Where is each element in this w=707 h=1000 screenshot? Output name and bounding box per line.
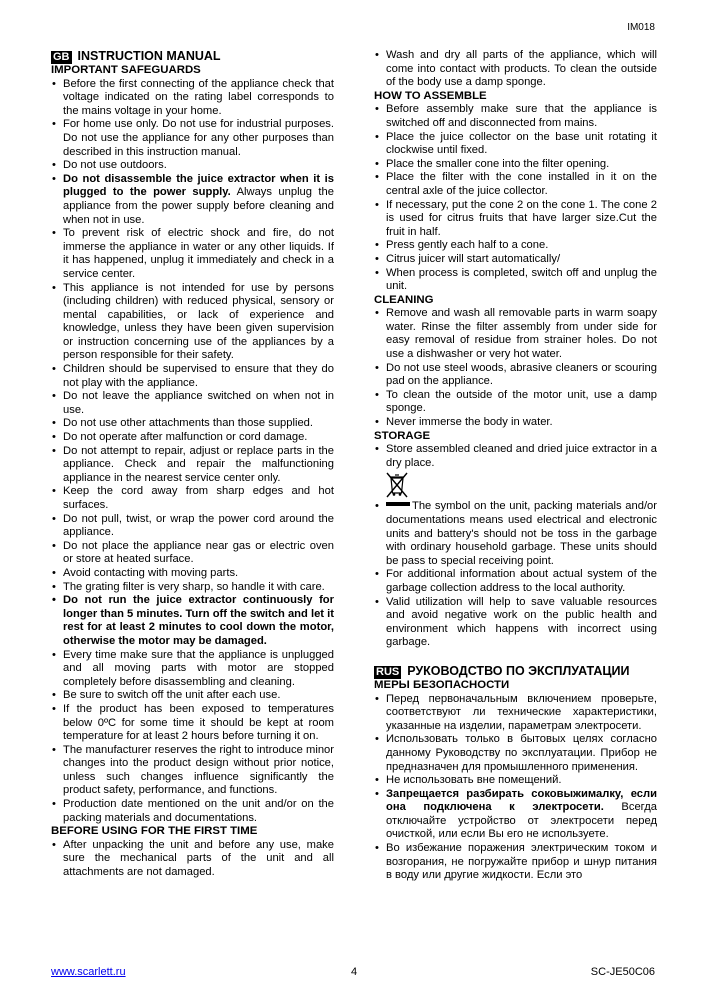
list-item: • The grating filter is very sharp, so handle it with care. (51, 581, 334, 595)
manual-title: INSTRUCTION MANUAL (77, 49, 221, 63)
list-item: • For additional information about actual system of the garbage collection address to the local authority. (374, 568, 657, 595)
page-number: 4 (351, 966, 358, 978)
list-item: • Do not pull, twist, or wrap the power cord around the appliance. (51, 513, 334, 540)
assemble-heading: HOW TO ASSEMBLE (374, 89, 487, 102)
list-item: • Do not operate after malfunction or cord damage. (51, 431, 334, 445)
list-item: • After unpacking the unit and before any use, make sure the mechanical parts of the unit and all attachments are not damaged. (51, 839, 334, 880)
list-item (51, 173, 334, 227)
rus-safety-heading: МЕРЫ БЕЗОПАСНОСТИ (374, 678, 510, 691)
list-item: • When process is completed, switch off and unplug the unit. (374, 267, 657, 294)
list-item: • Press gently each half to a cone. (374, 239, 657, 253)
manual-title-row (51, 49, 334, 64)
cleaning-heading: CLEANING (374, 293, 434, 306)
list-item: • To prevent risk of electric shock and fire, do not immerse the appliance in water or any other liquids. If it has happened, unplug it immediately and check in a service center. (51, 227, 334, 281)
list-item: • Valid utilization will help to save valuable resources and avoid negative work on the public health and environment which happens with incorrect using garbage. (374, 596, 657, 650)
weee-bar-icon (386, 502, 410, 506)
list-item: • Wash and dry all parts of the appliance, which will come into contact with products. To clean the outside of the body use a damp sponge. (374, 49, 657, 90)
assemble-list (374, 103, 657, 293)
list-item: • If necessary, put the cone 2 on the cone 1. The cone 2 is used for citrus fruits that have larger size.Cut the fruit in half. (374, 199, 657, 240)
list-item: • Do not attempt to repair, adjust or replace parts in the appliance. Check and repair the malfunctioning appliance in the nearest service center only. (51, 445, 334, 486)
list-item: • Store assembled cleaned and dried juice extractor in a dry place. (374, 443, 657, 470)
list-item: • Citrus juicer will start automatically/ (374, 253, 657, 267)
list-item: • Before assembly make sure that the appliance is switched off and disconnected from mains. (374, 103, 657, 130)
disposal-list (374, 500, 657, 650)
list-item: • Do not use other attachments than those supplied. (51, 417, 334, 431)
list-item: • Do not use steel woods, abrasive cleaners or scouring pad on the appliance. (374, 362, 657, 389)
left-column (51, 49, 334, 880)
list-item-text: Always unplug the appliance from the power supply before cleaning and when not in use. (63, 186, 334, 226)
warning-text: Do not disassemble the juice extractor when it is plugged to the power supply. (63, 172, 334, 199)
page-footer (51, 966, 655, 980)
list-item: • This appliance is not intended for use by persons (including children) with reduced physical, sensory or mental capabilities, or lack of experience and knowledge, unless they have been given supervision or instruction concerning use of the appliances by a person responsible for their safety. (51, 282, 334, 364)
list-item: • Keep the cord away from sharp edges and hot surfaces. (51, 485, 334, 512)
list-item-text: Всегда отключайте устройство от электросети перед очисткой, или если Вы его не используете. (386, 801, 658, 841)
crossed-bin-icon (386, 472, 408, 498)
list-item: • Children should be supervised to ensure that they do not play with the appliance. (51, 363, 334, 390)
list-item-text: The symbol on the unit, packing materials and/or documentations means used electrical and electronic units and battery's should not be toss in the garbage with ordinary household garbage. These units should be pass to special receiving point. (386, 500, 657, 567)
document-code: IM018 (627, 22, 655, 33)
list-item: • Before the first connecting of the appliance check that voltage indicated on the rating label corresponds to the mains voltage in your home. (51, 78, 334, 119)
warning-text: Запрещается разбирать соковыжималку, если она подключена к электросети. (386, 787, 657, 814)
rus-manual-title: РУКОВОДСТВО ПО ЭКСПЛУАТАЦИИ (407, 663, 630, 678)
list-item: • Place the filter with the cone installed in it on the central axle of the juice collector. (374, 171, 657, 198)
right-column (374, 49, 657, 883)
first-time-heading: BEFORE USING FOR THE FIRST TIME (51, 825, 258, 838)
russian-section (374, 664, 657, 883)
first-time-list (51, 839, 334, 880)
list-item: • To clean the outside of the motor unit, use a damp sponge. (374, 389, 657, 416)
first-time-list-continued (374, 49, 657, 90)
list-item: • Do not use outdoors. (51, 159, 334, 173)
list-item: • For home use only. Do not use for industrial purposes. Do not use the appliance for any other purposes than described in this instruction manual. (51, 118, 334, 159)
lang-badge-gb: GB (53, 51, 70, 63)
list-item: • If the product has been exposed to temperatures below 0ºC for some time it should be kept at room temperature for at least 2 hours before turning it on. (51, 703, 334, 744)
list-item: • Production date mentioned on the unit and/or on the packing materials and documentations. (51, 798, 334, 825)
list-item: • Avoid contacting with moving parts. (51, 567, 334, 581)
list-item: • Place the juice collector on the base unit rotating it clockwise until fixed. (374, 131, 657, 158)
storage-heading: STORAGE (374, 429, 431, 442)
safeguards-heading: IMPORTANT SAFEGUARDS (51, 64, 201, 76)
website-link[interactable]: www.scarlett.ru (51, 966, 126, 978)
list-item: • Place the smaller cone into the filter opening. (374, 158, 657, 172)
list-item: • Be sure to switch off the unit after each use. (51, 689, 334, 703)
list-item: • Never immerse the body in water. (374, 416, 657, 430)
model-number: SC-JE50C06 (590, 966, 655, 978)
list-item (374, 500, 657, 568)
list-item: • Do not place the appliance near gas or electric oven or store at heated surface. (51, 540, 334, 567)
list-item: • Do not leave the appliance switched on when not in use. (51, 390, 334, 417)
list-item: • Использовать только в бытовых целях согласно данному Руководству по эксплуатации. Прибор не предназначен для промышленного применения. (374, 733, 657, 774)
storage-list (374, 443, 657, 470)
list-item: • The manufacturer reserves the right to introduce minor changes into the product design without prior notice, unless such changes influence significantly the product safety, performance, and functions. (51, 744, 334, 798)
list-item: • Перед первоначальным включением проверьте, соответствуют ли технические характеристики, указанные на изделии, параметрам электросети. (374, 693, 657, 734)
safeguards-list (51, 78, 334, 826)
lang-badge-rus: RUS (376, 665, 400, 678)
rus-safety-list (374, 693, 657, 883)
list-item: • Во избежание поражения электрическим током и возгорания, не погружайте прибор и шнур питания в воду или другие жидкости. Если это (374, 842, 657, 883)
list-item: • Не использовать вне помещений. (374, 774, 657, 788)
list-item-warning: • Do not run the juice extractor continuously for longer than 5 minutes. Turn off the switch and let it rest for at least 2 minutes to cool down the motor, otherwise the motor may be damaged. (51, 594, 334, 648)
rus-title-row (374, 664, 657, 679)
list-item: • Every time make sure that the appliance is unplugged and all moving parts with motor are stopped completely before disassembling and cleaning. (51, 649, 334, 690)
list-item (374, 788, 657, 842)
list-item: • Remove and wash all removable parts in warm soapy water. Rinse the filter assembly from under side for easy removal of residue from strainer holes. Do not use a dishwasher or very hot water. (374, 307, 657, 361)
cleaning-list (374, 307, 657, 429)
